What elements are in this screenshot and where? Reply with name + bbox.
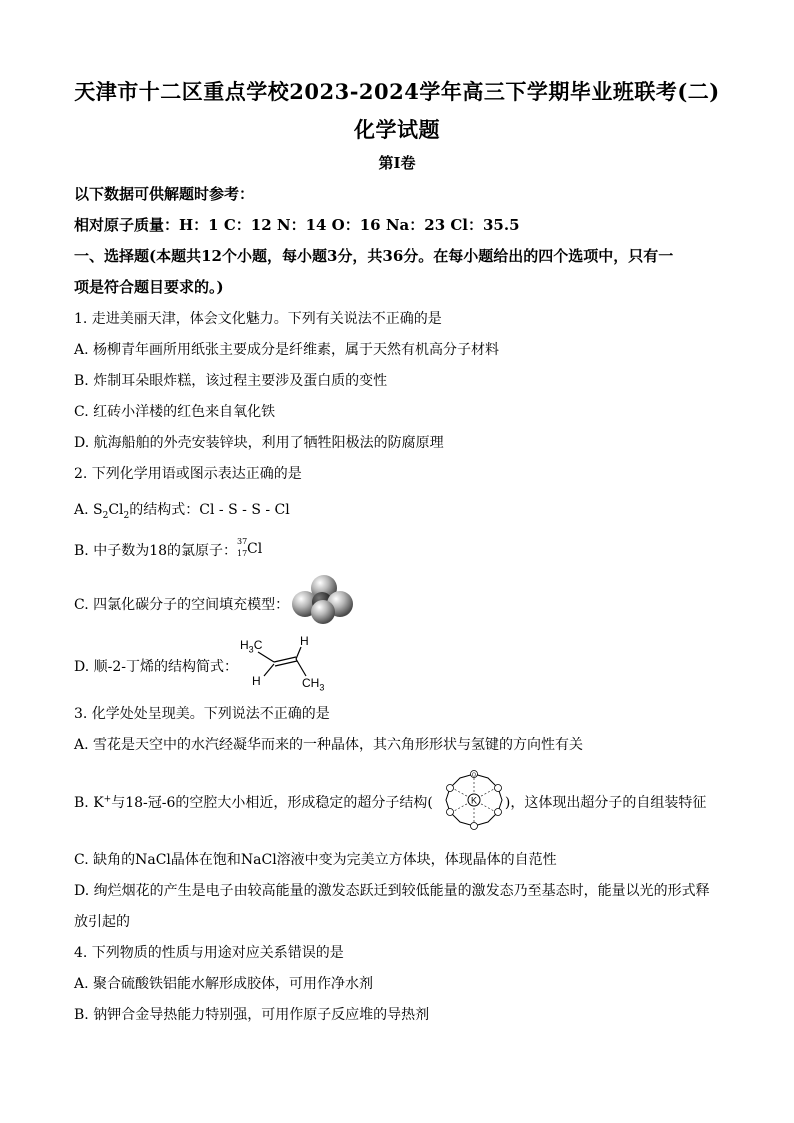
q1-option-c: C. 红砖小洋楼的红色来自氧化铁 xyxy=(74,404,276,420)
exam-subtitle: 化学试题 xyxy=(354,117,440,142)
ch3-group xyxy=(302,676,324,692)
q3-option-c: C. 缺角的NaCl晶体在饱和NaCl溶液中变为完美立方体块，体现晶体的自范性 xyxy=(74,852,557,868)
k-ion-label: K xyxy=(470,795,478,806)
section-heading-line2: 项是符合题目要求的。) xyxy=(74,278,224,296)
section-heading-line1: 一、选择题(本题共12个小题，每小题3分，共36分。在每小题给出的四个选项中，只有一 xyxy=(74,247,674,265)
q1-option-b: B. 炸制耳朵眼炸糕，该过程主要涉及蛋白质的变性 xyxy=(74,373,388,389)
q3-b-suffix: )，这体现出超分子的自组装特征 xyxy=(504,795,707,811)
isotope-symbol: Cl xyxy=(247,541,263,557)
q4-option-b: B. 钠钾合金导热能力特别强，可用作原子反应堆的导热剂 xyxy=(74,1007,430,1023)
volume-label: 第Ⅰ卷 xyxy=(378,154,416,172)
q3-b-mid: 与18-冠-6的空腔大小相近，形成稳定的超分子结构( xyxy=(111,795,433,811)
q2-a-prefix: A. xyxy=(74,502,94,518)
cl-atom-front xyxy=(311,600,335,624)
q3-option-d-line1: D. 绚烂烟花的产生是电子由较高能量的激发态跃迁到较低能量的激发态乃至基态时，能量以光的形式释 xyxy=(74,883,710,899)
q2-option-c: C. 四氯化碳分子的空间填充模型： xyxy=(74,597,290,613)
h3c-c: C xyxy=(253,638,263,652)
cis-2-butene-structure xyxy=(236,632,336,692)
q3-option-b xyxy=(74,792,706,812)
q3-option-d-line2: 放引起的 xyxy=(74,914,130,930)
q1-option-d: D. 航海船舶的外壳安装锌块，利用了牺牲阳极法的防腐原理 xyxy=(74,435,444,451)
exam-title: 天津市十二区重点学校2023-2024学年高三下学期毕业班联考(二) xyxy=(74,79,720,104)
h-top: H xyxy=(300,634,309,648)
q4-option-a: A. 聚合硫酸铁铝能水解形成胶体，可用作净水剂 xyxy=(74,976,374,992)
isotope-mass-number: 37 xyxy=(237,537,248,546)
reference-note: 以下数据可供解题时参考： xyxy=(74,185,255,203)
q3-b-prefix: B. K xyxy=(74,795,104,811)
q1-stem: 1. 走进美丽天津，体会文化魅力。下列有关说法不正确的是 xyxy=(74,311,442,327)
oxygen-label: O xyxy=(472,772,476,779)
q2-a-s: S xyxy=(93,502,103,518)
crown-ether-complex xyxy=(438,768,510,832)
q2-a-cl: Cl xyxy=(108,502,124,518)
q2-option-a xyxy=(74,499,290,521)
ch3-sub: 3 xyxy=(319,682,325,693)
q3-b-sup: + xyxy=(103,794,112,805)
atomic-mass-line: 相对原子质量：H：1 C：12 N：14 O：16 Na：23 Cl：35.5 xyxy=(74,216,520,234)
ch3-ch: CH xyxy=(302,676,320,690)
h-bottom: H xyxy=(252,674,261,688)
q2-a-suffix: 的结构式：Cl - S - S - Cl xyxy=(129,502,290,518)
q2-option-d: D. 顺-2-丁烯的结构简式： xyxy=(74,659,238,675)
isotope-atomic-number: 17 xyxy=(237,549,248,558)
q2-option-b xyxy=(74,537,263,560)
q3-option-a: A. 雪花是天空中的水汽经凝华而来的一种晶体，其六角形形状与氢键的方向性有关 xyxy=(74,737,584,753)
q3-stem: 3. 化学处处呈现美。下列说法不正确的是 xyxy=(74,706,330,722)
q2-stem: 2. 下列化学用语或图示表达正确的是 xyxy=(74,466,302,482)
q2-a-cl-sub: 2 xyxy=(123,510,130,521)
q4-stem: 4. 下列物质的性质与用途对应关系错误的是 xyxy=(74,945,344,961)
q2-b-prefix: B. 中子数为18的氯原子： xyxy=(74,543,238,559)
q2-a-s-sub: 2 xyxy=(102,510,109,521)
h3c-group xyxy=(240,638,262,654)
h3c-sub: 3 xyxy=(248,644,254,655)
ccl4-space-filling-model xyxy=(288,572,358,624)
chlorine-isotope xyxy=(237,537,263,559)
q1-option-a: A. 杨柳青年画所用纸张主要成分是纤维素，属于天然有机高分子材料 xyxy=(74,342,500,358)
h3c-h: H xyxy=(240,638,249,652)
